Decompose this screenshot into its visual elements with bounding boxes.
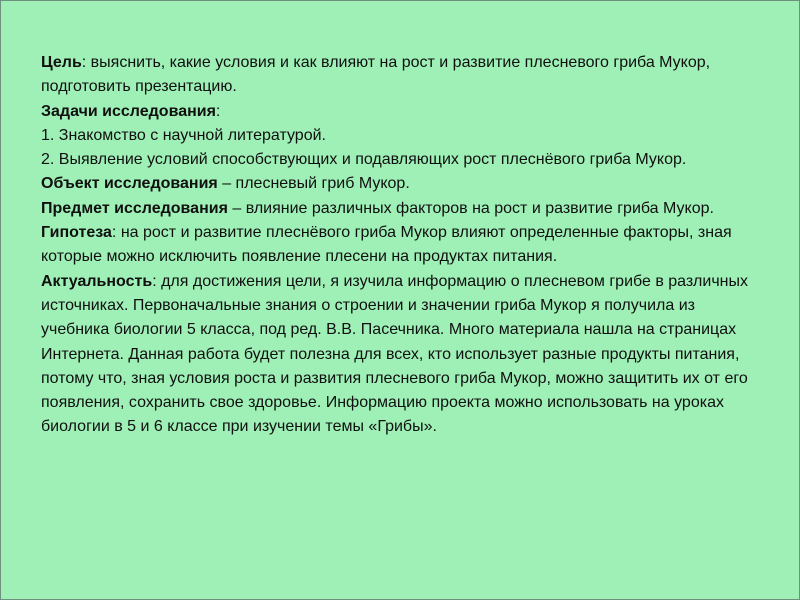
hypothesis-text: : на рост и развитие плеснёвого гриба Мукор влияют определенные факторы, зная которые можно исключить появление плесени на продуктах питания. — [41, 224, 732, 266]
object-label: Объект исследования — [41, 175, 218, 193]
hypothesis-paragraph — [41, 221, 766, 270]
goal-label: Цель — [41, 54, 82, 71]
object-text: – плесневый гриб Мукор. — [217, 175, 410, 193]
subject-text: – влияние различных факторов на рост и развитие гриба Мукор. — [227, 199, 714, 217]
subject-label: Предмет исследования — [41, 199, 228, 217]
goal-text: : выяснить, какие условия и как влияют на рост и развитие плесневого гриба Мукор, подготовить презентацию. — [41, 54, 711, 96]
tasks-suffix: : — [215, 102, 221, 120]
relevance-label: Актуальность — [41, 272, 153, 290]
task-item-1: 1. Знакомство с научной литературой. — [41, 126, 326, 144]
relevance-paragraph — [41, 270, 766, 440]
tasks-label: Задачи исследования — [41, 102, 216, 120]
subject-paragraph — [41, 197, 766, 221]
slide-text — [41, 51, 766, 440]
goal-paragraph — [41, 51, 766, 100]
hypothesis-label: Гипотеза — [41, 224, 112, 242]
task-item-2: 2. Выявление условий способствующих и подавляющих рост плеснёвого гриба Мукор. — [41, 151, 687, 169]
relevance-text: : для достижения цели, я изучила информацию о плесневом грибе в различных источниках. Первоначальные знания о строении и значении гриба Мукор я получила из учебника биологии 5 класса, под ред. В.В. Пасечника. Много материала нашла на страницах Интернета. Данная работа будет полезна для всех, кто использует разные продукты питания, потому что, зная условия роста и развития плесневого гриба Мукор, можно защитить их от его появления, сохранить свое здоровье. Информацию проекта можно использовать на уроках биологии в 5 и 6 классе при изучении темы «Грибы». — [41, 272, 748, 436]
tasks-heading — [41, 100, 766, 124]
object-paragraph — [41, 172, 766, 196]
